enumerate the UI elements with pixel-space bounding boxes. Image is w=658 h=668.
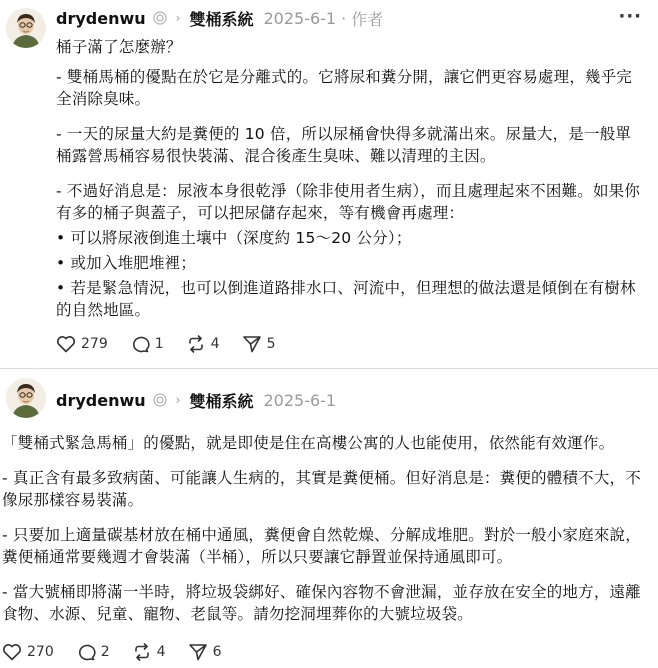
comment-button[interactable] xyxy=(130,335,164,353)
post-body xyxy=(2,432,652,625)
bullet-item: • 若是緊急情況，也可以倒進道路排水口、河流中，但理想的做法還是傾倒在有樹林的自然地區。 xyxy=(56,279,636,319)
paragraph: - 當大號桶即將滿一半時，將垃圾袋綁好、確保內容物不會泄漏，並存放在安全的地方，遠離食物、水源、兒童、寵物、老鼠等。請勿挖洞埋葬你的大號垃圾袋。 xyxy=(2,583,641,623)
share-count: 6 xyxy=(212,644,222,660)
repost-icon xyxy=(132,643,152,661)
paragraph: 「雙桶式緊急馬桶」的優點，就是即使是住在高樓公寓的人也能使用，依然能有效運作。 xyxy=(2,434,615,452)
post-question xyxy=(56,36,646,58)
bullet-item: • 可以將尿液倒進土壤中（深度約 15～20 公分）； xyxy=(56,229,412,247)
post-actions xyxy=(2,643,244,661)
comment-count: 1 xyxy=(154,336,164,352)
like-button[interactable] xyxy=(56,335,108,353)
paragraph: - 不過好消息是：尿液本身很乾淨（除非使用者生病），而且處理起來不困難。如果你有多的桶子與蓋子，可以把尿儲存起來，等有機會再處理： xyxy=(56,182,641,222)
post-actions xyxy=(56,335,298,353)
author-tag: 作者 xyxy=(351,9,384,29)
repost-count: 4 xyxy=(210,336,220,352)
post-header xyxy=(56,388,336,412)
separator-dot: · xyxy=(341,8,347,28)
post-2 xyxy=(0,368,658,668)
comment-icon xyxy=(76,643,96,661)
like-count: 270 xyxy=(27,644,54,660)
heart-icon xyxy=(2,643,22,661)
heart-icon xyxy=(56,335,76,353)
post-date: 2025-6-1 xyxy=(263,8,337,28)
paragraph: - 只要加上適量碳基材放在桶中通風，糞便會自然乾燥、分解成堆肥。對於一般小家庭來說，糞便桶通常要幾週才會裝滿（半桶），所以只要讓它靜置並保持通風即可。 xyxy=(2,526,641,566)
comment-icon xyxy=(130,335,150,353)
repost-button[interactable] xyxy=(132,643,166,661)
like-button[interactable] xyxy=(2,643,54,661)
paragraph: - 真正含有最多致病菌、可能讓人生病的，其實是糞便桶。但好消息是：糞便的體積不大，不像尿那樣容易裝滿。 xyxy=(2,469,641,509)
repost-count: 4 xyxy=(156,644,166,660)
username[interactable]: drydenwu xyxy=(56,390,146,410)
topic-tag[interactable]: 雙桶系統 xyxy=(189,9,254,29)
send-icon xyxy=(188,643,208,661)
bullet-item: • 或加入堆肥堆裡； xyxy=(56,254,197,272)
avatar[interactable] xyxy=(6,378,46,418)
verified-icon xyxy=(153,11,167,25)
paragraph: - 一天的尿量大約是糞便的 10 倍，所以尿桶會快得多就滿出來。尿量大，是一般單桶露營馬桶容易很快裝滿、混合後產生臭味、難以清理的主因。 xyxy=(56,125,632,165)
share-button[interactable] xyxy=(242,335,276,353)
chevron-right-icon: › xyxy=(175,11,181,25)
send-icon xyxy=(242,335,262,353)
topic-tag[interactable]: 雙桶系統 xyxy=(189,391,254,411)
question-text: 桶子滿了怎麼辦？ xyxy=(56,38,182,56)
share-button[interactable] xyxy=(188,643,222,661)
repost-icon xyxy=(186,335,206,353)
username[interactable]: drydenwu xyxy=(56,8,146,28)
comment-count: 2 xyxy=(100,644,110,660)
post-date: 2025-6-1 xyxy=(263,390,337,410)
more-options-icon[interactable]: ··· xyxy=(618,6,642,27)
comment-button[interactable] xyxy=(76,643,110,661)
paragraph: - 雙桶馬桶的優點在於它是分離式的。它將尿和糞分開，讓它們更容易處理，幾乎完全消除臭味。 xyxy=(56,68,633,108)
avatar[interactable] xyxy=(6,8,46,48)
verified-icon xyxy=(153,393,167,407)
chevron-right-icon: › xyxy=(175,393,181,407)
post-body xyxy=(56,66,646,321)
post-header xyxy=(56,6,383,30)
repost-button[interactable] xyxy=(186,335,220,353)
like-count: 279 xyxy=(81,336,108,352)
share-count: 5 xyxy=(266,336,276,352)
